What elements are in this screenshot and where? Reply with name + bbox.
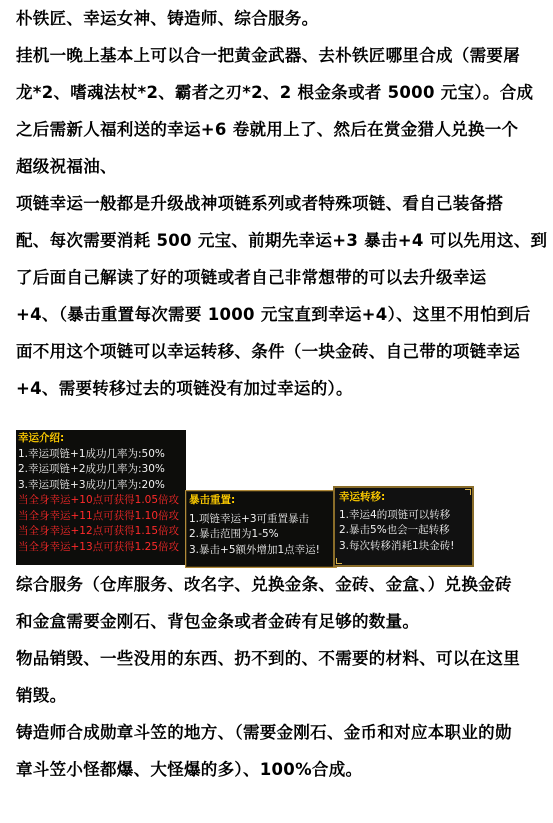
- luck-bonus-item: 当全身幸运+10点可获得1.05倍攻: [18, 494, 180, 506]
- luck-intro-item: 3.幸运项链+3成功几率为:20%: [18, 478, 165, 491]
- luck-transfer-item: 3.每次转移消耗1块金砖!: [339, 539, 455, 552]
- crit-reset-title: 暴击重置:: [189, 494, 236, 506]
- text-line: +4、需要转移过去的项链没有加过幸运的）。: [16, 379, 353, 398]
- paragraph-caster: [16, 714, 544, 788]
- text-line: 物品销毁、一些没用的东西、扔不到的、不需要的材料、可以在这里: [16, 649, 520, 668]
- text-line: 综合服务（仓库服务、改名字、兑换金条、金砖、金盒、）兑换金砖: [16, 575, 512, 594]
- luck-bonus-item: 当全身幸运+13点可获得1.25倍攻: [18, 540, 180, 553]
- paragraph-npc-list: [16, 0, 544, 37]
- frame-corner-icon: [336, 558, 342, 564]
- paragraph-gold-weapon: [16, 37, 544, 185]
- crit-reset-item: 1.项链幸运+3可重置暴击: [189, 512, 309, 525]
- text-line: 项链幸运一般都是升级战神项链系列或者特殊项链、看自己装备搭: [16, 194, 504, 213]
- text-line: 之后需新人福利送的幸运+6 卷就用上了、然后在赏金猎人兑换一个: [16, 120, 519, 139]
- text-line: 龙*2、嗜魂法杖*2、霸者之刃*2、2 根金条或者 5000 元宝）。合成: [16, 83, 534, 102]
- luck-transfer-panel: [333, 486, 474, 567]
- text-line: 朴铁匠、幸运女神、铸造师、综合服务。: [16, 9, 319, 28]
- crit-reset-panel: [185, 490, 337, 568]
- text-line: 配、每次需要消耗 500 元宝、前期先幸运+3 暴击+4 可以先用这、到: [16, 231, 548, 250]
- text-line: 超级祝福油、: [16, 157, 117, 176]
- crit-reset-item: 2.暴击范围为1-5%: [189, 528, 279, 540]
- paragraph-general-service: [16, 566, 544, 640]
- text-line: 和金盒需要金刚石、背包金条或者金砖有足够的数量。: [16, 612, 420, 631]
- luck-bonus-item: 当全身幸运+12点可获得1.15倍攻: [18, 525, 180, 537]
- text-line: +4、（暴击重置每次需要 1000 元宝直到幸运+4）、这里不用怕到后: [16, 305, 531, 324]
- text-line: 挂机一晚上基本上可以合一把黄金武器、去朴铁匠哪里合成（需要屠: [16, 46, 520, 65]
- text-line: 了后面自己解读了好的项链或者自己非常想带的可以去升级幸运: [16, 268, 487, 287]
- luck-intro-item: 2.幸运项链+2成功几率为:30%: [18, 463, 165, 475]
- luck-intro-panel: [16, 430, 186, 565]
- luck-transfer-title: 幸运转移:: [339, 491, 386, 503]
- frame-corner-icon: [465, 489, 471, 495]
- luck-intro-title: 幸运介绍:: [18, 432, 65, 444]
- paragraph-item-destroy: [16, 640, 544, 714]
- crit-reset-item: 3.暴击+5额外增加1点幸运!: [189, 543, 320, 556]
- text-line: 面不用这个项链可以幸运转移、条件（一块金砖、自己带的项链幸运: [16, 342, 520, 361]
- text-line: 销毁。: [16, 686, 67, 705]
- luck-transfer-item: 2.暴击5%也会一起转移: [339, 524, 450, 536]
- text-line: 章斗笠小怪都爆、大怪爆的多）、100%合成。: [16, 760, 363, 779]
- luck-transfer-item: 1.幸运4的项链可以转移: [339, 508, 451, 521]
- luck-bonus-item: 当全身幸运+11点可获得1.10倍攻: [18, 509, 180, 522]
- luck-intro-item: 1.幸运项链+1成功几率为:50%: [18, 447, 165, 460]
- text-line: 铸造师合成勋章斗笠的地方、（需要金刚石、金币和对应本职业的勋: [16, 723, 512, 742]
- paragraph-necklace-luck: [16, 185, 548, 407]
